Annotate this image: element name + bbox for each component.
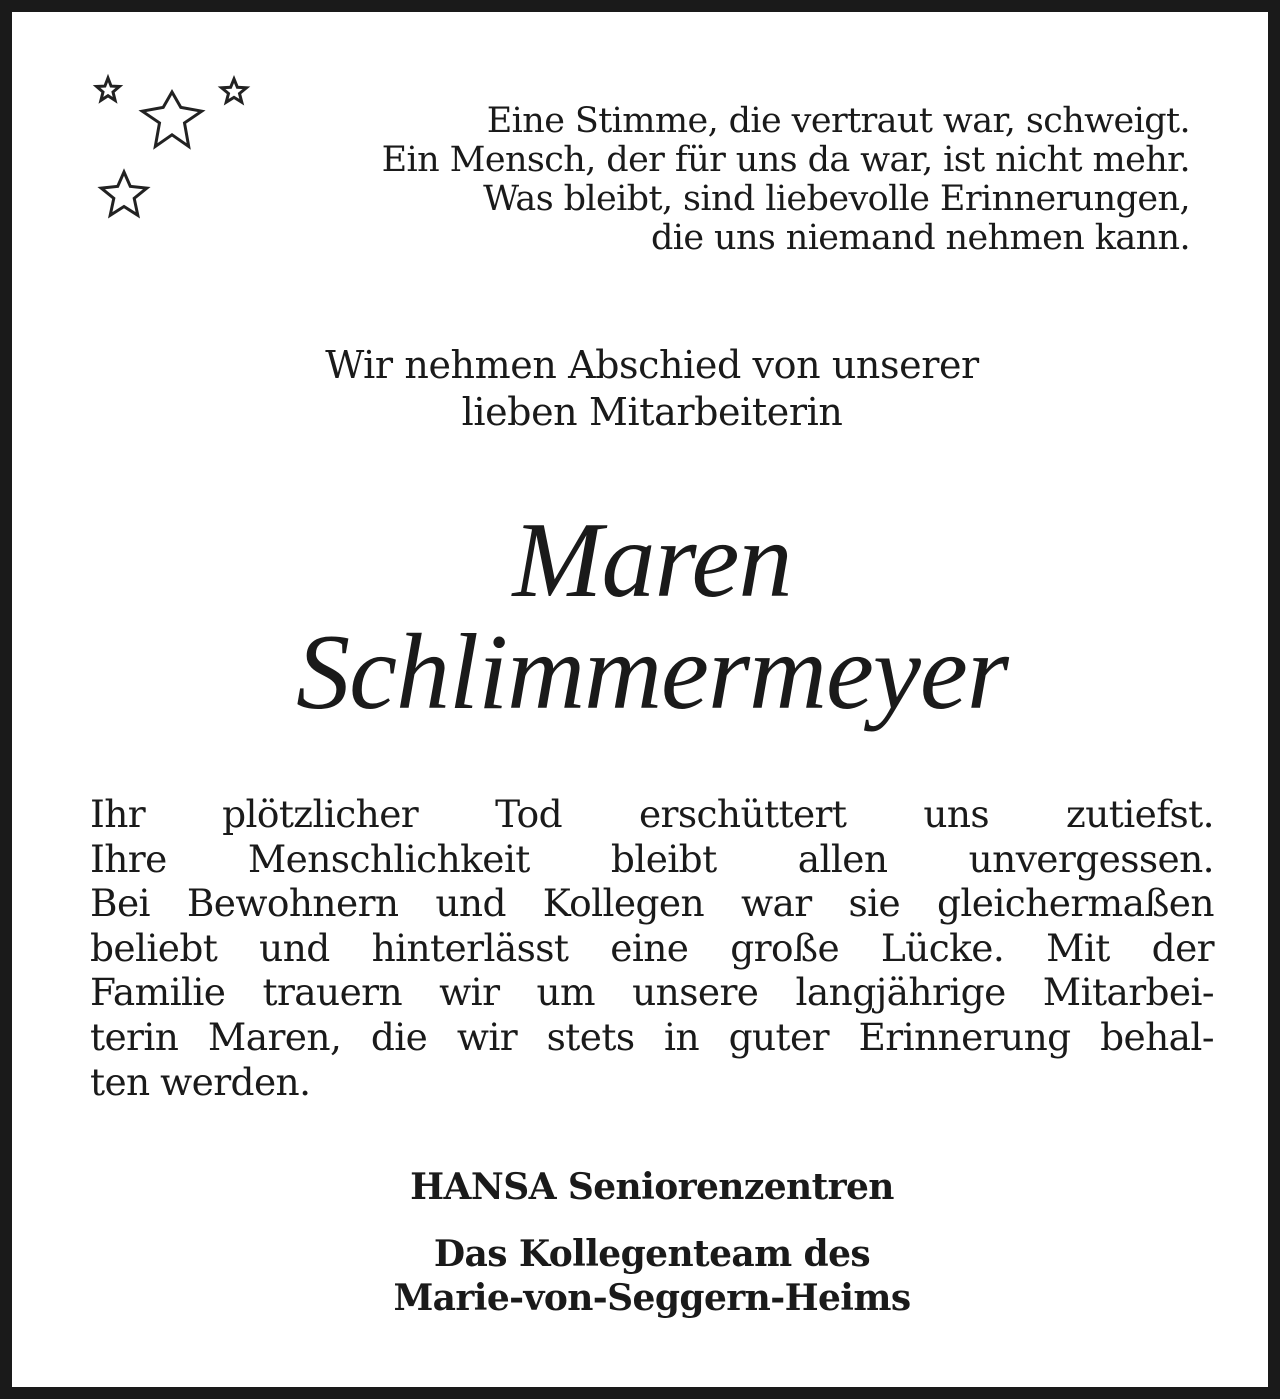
text-line (90, 792, 1214, 837)
text-word: eine (610, 925, 689, 970)
text-word: Bei (90, 881, 150, 926)
text-word: uns (923, 792, 990, 836)
text-word: bleibt (610, 836, 717, 881)
text-word: behal- (1100, 1014, 1214, 1059)
text-word: Mit (1046, 925, 1110, 970)
condolence-text (90, 792, 1214, 1104)
text-word: gleichermaßen (936, 881, 1214, 926)
text-word: unsere (632, 970, 759, 1015)
poem-line: die uns niemand nehmen kann. (650, 218, 1190, 258)
text-word: Familie (90, 970, 226, 1015)
text-line (90, 926, 1214, 971)
text-word: stets (546, 1014, 635, 1059)
text-line (90, 881, 1214, 926)
text-word: sie (848, 881, 901, 926)
text-word: werden. (160, 1059, 311, 1104)
text-word: und (435, 881, 506, 926)
text-word: die (370, 1014, 428, 1059)
intro-line: lieben Mitarbeiterin (461, 390, 843, 434)
text-word: langjährige (795, 970, 1006, 1015)
deceased-name (12, 501, 1280, 732)
text-line (90, 970, 1214, 1015)
farewell-intro (12, 342, 1280, 436)
text-word: plötzlicher (222, 792, 419, 836)
text-word: guter (728, 1014, 829, 1059)
star-icon (222, 79, 247, 102)
text-word: wir (439, 970, 500, 1015)
team-signature (12, 1232, 1280, 1320)
text-word: um (536, 970, 596, 1015)
poem-line: Ein Mensch, der für uns da war, ist nicht mehr. (381, 140, 1190, 180)
text-word: Mitarbei- (1042, 970, 1214, 1015)
team-line: Das Kollegenteam des (433, 1233, 871, 1275)
text-word: Erinnerung (858, 1014, 1071, 1059)
last-name: Schlimmermeyer (296, 613, 1008, 732)
text-word: unvergessen. (968, 836, 1214, 881)
text-word: Ihr (90, 792, 146, 836)
text-word: Lücke. (880, 925, 1005, 970)
star-icon (101, 172, 147, 215)
first-name: Maren (512, 501, 792, 620)
organization-name: HANSA Seniorenzentren (410, 1166, 894, 1208)
poem (290, 102, 1190, 258)
text-word: wir (456, 1014, 518, 1059)
text-word: zutiefst. (1066, 792, 1214, 836)
stars-decoration (84, 68, 264, 243)
text-word: Tod (495, 792, 562, 836)
text-word: Kollegen (542, 881, 705, 926)
text-word: Ihre (90, 836, 167, 881)
text-word: allen (797, 836, 888, 881)
text-word: Menschlichkeit (247, 836, 530, 881)
team-line: Marie-von-Seggern-Heims (393, 1277, 911, 1319)
text-word: trauern (262, 970, 403, 1015)
text-word: und (259, 925, 330, 970)
text-word: der (1151, 925, 1214, 970)
text-word: hinterlässt (371, 925, 569, 970)
text-word: erschüttert (638, 792, 847, 836)
star-icon (142, 92, 201, 147)
text-line (90, 837, 1214, 882)
text-word: Maren, (207, 1014, 342, 1059)
text-word: Bewohnern (186, 881, 399, 926)
text-line (90, 1015, 1214, 1060)
intro-line: Wir nehmen Abschied von unserer (325, 343, 979, 387)
poem-line: Was bleibt, sind liebevolle Erinnerungen, (483, 179, 1190, 219)
text-line (90, 1060, 1214, 1105)
text-word: terin (90, 1014, 179, 1059)
text-word: ten (90, 1059, 150, 1104)
text-word: in (664, 1014, 699, 1059)
text-word: war (740, 881, 812, 926)
star-icon (97, 78, 120, 100)
text-word: beliebt (90, 925, 218, 970)
poem-line: Eine Stimme, die vertraut war, schweigt. (486, 101, 1190, 141)
text-word: große (730, 925, 840, 970)
